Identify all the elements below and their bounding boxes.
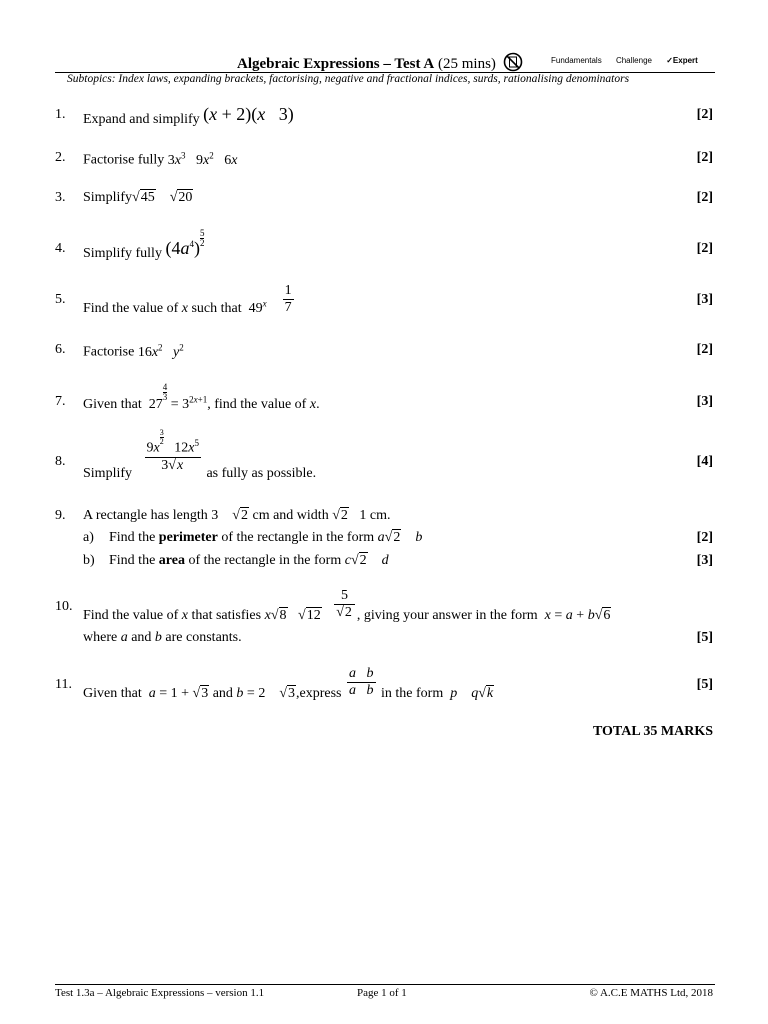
question-number: 2.	[55, 150, 66, 165]
math-expression: $3x^3$ $9x^2$ 6x	[167, 150, 238, 168]
fraction-a-b: $\frac{\text{a b}}{\text{a b}}$	[349, 666, 374, 698]
question-marks: [5]	[696, 677, 713, 692]
question-text: A rectangle has length 3 √2 cm and width √2 1 cm.	[83, 508, 391, 523]
question-number: 4.	[55, 241, 66, 256]
footer-copyright: © A.C.E MATHS Ltd, 2018	[589, 987, 713, 999]
question-number: 9.	[55, 508, 66, 523]
question-4	[55, 229, 713, 259]
math-expression: (x + 2)(x 3)	[203, 104, 294, 124]
level-challenge: Challenge	[615, 56, 652, 65]
question-number: 8.	[55, 454, 66, 469]
math-expression: $(4a^4)$	[165, 238, 200, 258]
question-number: 1.	[55, 107, 66, 122]
question-marks: [2]	[696, 241, 713, 256]
subtopics-line: Subtopics: Index laws, expanding brackets, factorising, negative and fractional indices, surds, rationalising denominators	[67, 73, 630, 85]
question-number: 10.	[55, 599, 73, 614]
question-10	[55, 588, 713, 648]
part-label: b)	[83, 553, 95, 568]
question-marks: [2]	[696, 530, 713, 545]
question-number: 7.	[55, 394, 66, 409]
question-number: 3.	[55, 190, 66, 205]
page-header	[55, 50, 713, 72]
difficulty-levels	[551, 56, 698, 65]
title-text: Algebraic Expressions – Test A	[237, 55, 435, 72]
math-expression: √45 √20	[132, 190, 193, 205]
question-9a: a) Find the perimeter of the rectangle in the form a√2 b [2]	[83, 530, 713, 545]
fraction-five-root-two: $\frac{5}{√2}$	[334, 588, 355, 621]
question-text: Simplify 9x $\frac{3}{2}$ $12x^5$ 3√x as fully as possible.	[83, 428, 317, 481]
question-text: Given that 27 $\frac{4}{3}$ = $3^{2x+1}$, find the value of x.	[83, 382, 320, 412]
question-text: Simplify√45 √20	[83, 190, 193, 205]
footer-page: Page 1 of 1	[357, 987, 407, 999]
question-1	[55, 104, 713, 126]
fraction-one-seventh: $\frac{1}{7}$	[284, 283, 292, 315]
question-marks: [2]	[696, 150, 713, 165]
question-text-line2: where a and b are constants.	[83, 630, 242, 645]
total-marks: TOTAL 35 MARKS	[592, 724, 713, 739]
question-8	[55, 428, 713, 481]
question-marks: [4]	[696, 454, 713, 469]
question-text: Find the value of x that satisfies x√8 √12 $\frac{5}{√2}$ , giving your answer in the form x = a + b√6	[83, 588, 611, 623]
question-marks: [3]	[696, 553, 713, 568]
question-text: Find the value of x such that 49$^x$ $\frac{1}{7}$	[83, 283, 292, 316]
footer-divider	[55, 984, 715, 985]
duration-text: (25 mins)	[438, 55, 496, 72]
exponent-fraction: $\frac{4}{3}$	[162, 382, 168, 402]
level-fundamentals: Fundamentals	[551, 56, 602, 65]
question-text: Simplify fully $(4a^4)$ $\frac{5}{2}$	[83, 228, 205, 261]
level-expert: ✓Expert	[666, 56, 698, 65]
question-marks: [2]	[696, 190, 713, 205]
question-marks: [3]	[696, 292, 713, 307]
question-text: Given that a = 1 + √3 and b = 2 √3,express $\frac{\text{a b}}{\text{a b}}$ in the form p q√k	[83, 666, 494, 701]
question-marks: [3]	[696, 394, 713, 409]
question-marks: [5]	[696, 630, 713, 645]
question-number: 11.	[55, 677, 72, 692]
question-marks: [2]	[696, 342, 713, 357]
question-5	[55, 283, 713, 319]
question-number: 5.	[55, 292, 66, 307]
question-text: Factorise fully $3x^3$ $9x^2$ 6x	[83, 150, 238, 168]
footer-left: Test 1.3a – Algebraic Expressions – version 1.1	[55, 987, 265, 999]
question-number: 6.	[55, 342, 66, 357]
math-expression: $16x^2$ $y^2$	[137, 342, 184, 360]
exponent-fraction: $\frac{5}{2}$	[199, 228, 205, 248]
fraction-expression: 9x $\frac{3}{2}$ $12x^5$ 3√x	[146, 428, 199, 473]
question-marks: [2]	[696, 107, 713, 122]
question-text: Factorise $16x^2$ $y^2$	[83, 342, 184, 360]
question-text: Expand and simplify (x + 2)(x 3)	[83, 104, 294, 127]
question-7	[55, 383, 713, 413]
part-label: a)	[83, 530, 94, 545]
question-11	[55, 666, 713, 704]
question-9b: b) Find the area of the rectangle in the form c√2 d [3]	[83, 553, 713, 568]
question-9	[55, 508, 713, 568]
